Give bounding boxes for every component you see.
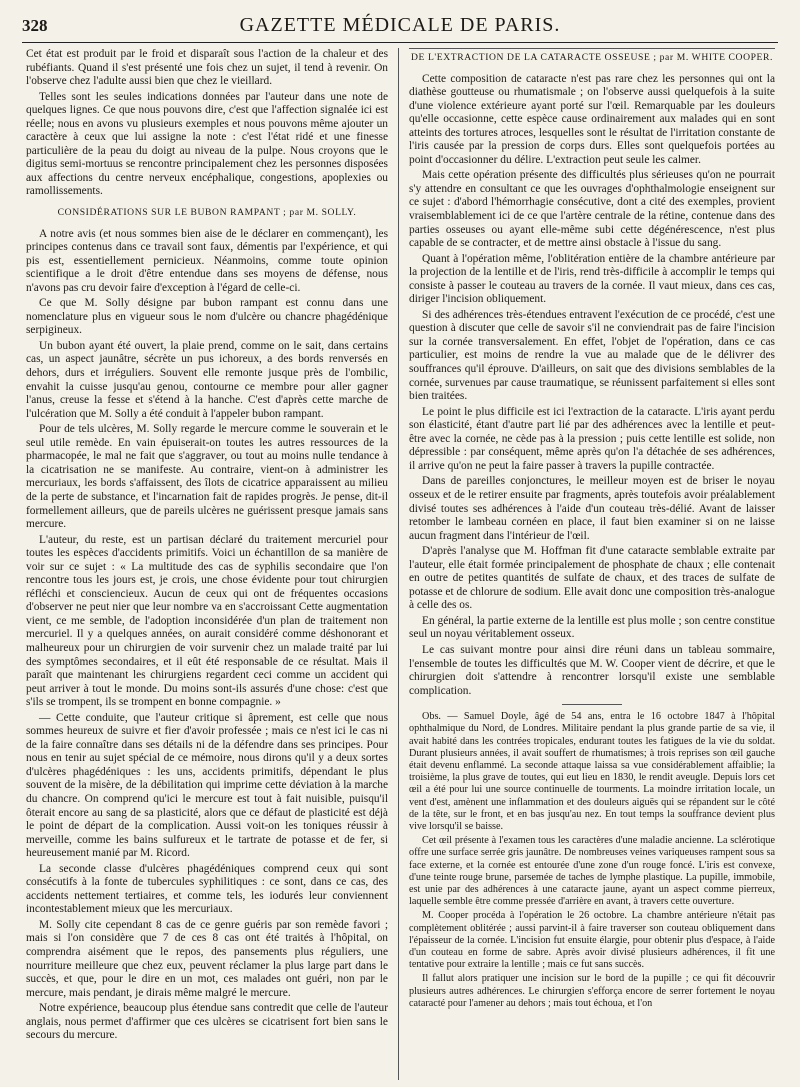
paragraph: Telles sont les seules indications données par l'auteur dans une note de quelques lignes. Ce que nous pouvons dire, c'est que l'affection signalée ici est réelle; nous en avons vu plusieurs exemples et nous pouvons même ajouter un caractère à ceux que lui assigne la note : c'est l'état ridé et une finesse particulière de la peau du doigt au niveau de la pulpe. Nous croyons que le digitus semi-mortuus se rencontre principalement chez les personnes disposées aux affections du centre nerveux encéphalique, congestions, apoplexies ou ramollissements. — [26, 90, 388, 198]
paragraph: L'auteur, du reste, est un partisan déclaré du traitement mercuriel pour toutes les espèces d'accidents primitifs. Voici un échantillon de sa manière de voir sur ce sujet : « La multitude des cas de syphilis secondaire que l'on rencontre tous les jours est, je crois, une chose évidente pour tout chirurgien réfléchi et consciencieux. Aucun de ceux qui ont de fréquentes occasions d'observer ne peut nier que leur nombre va en s'accroissant Cette augmentation vient, ce me semble, de l'adoption inconsidérée d'un plan de traitement non mercuriel. Il y a quelques années, on aurait considéré comme déshonorant et malheureux pour un chirurgien de voir survenir chez un malade traité par lui des symptômes secondaires, et il eût été responsable de ce résultat. Mais il paraît que maintenant les chirurgiens regardent ceci comme un accident qui peut arriver à tout le monde. Du moins sont-ils assurés d'une chose: c'est que s'ils se trompent, ils se trompent en bonne compagnie. » — [26, 533, 388, 709]
paragraph: M. Solly cite cependant 8 cas de ce genre guéris par son remède favori ; mais si l'on considère que 7 de ces 8 cas ont été traités à l'hôpital, on comprendra aisément que le repos, des pansements plus réguliers, une nourriture meilleure que chez eux, peuvent réclamer la plus large part dans le succès, et que, pour le dire en un mot, ces malades ont guéri, non par le mercure, mais pendant, je dirais même malgré le mercure. — [26, 918, 388, 999]
paragraph: En général, la partie externe de la lentille est plus molle ; son centre constitue seul un noyau véritablement osseux. — [409, 614, 775, 641]
paragraph: Le point le plus difficile est ici l'extraction de la cataracte. L'iris ayant perdu son élasticité, étant d'autre part lié par des adhérences avec la lentille et peut-être avec la cornée, ne cède pas à la pression ; puis cette lentille est solide, non dépressible : par conséquent, même après qu'on l'a détachée de ses adhérences, il arrive qu'on ne peut la faire passer à travers la pupille contractée. — [409, 405, 775, 472]
section-title: DE L'EXTRACTION DE LA CATARACTE OSSEUSE ; par M. WHITE COOPER. — [409, 48, 775, 65]
paragraph: D'après l'analyse que M. Hoffman fit d'une cataracte semblable extraite par l'auteur, elle était formée principalement de phosphate de chaux ; elle contenait en outre de petites quantités de sulfate de chaux, et des traces de sulfate de potasse et de chlorure de sodium. Elle avait donc une composition très-analogue à celle des os. — [409, 545, 775, 612]
paragraph: Ce que M. Solly désigne par bubon rampant est connu dans une nomenclature plus en vigueur sous le nom d'ulcère ou chancre phagédénique serpigineux. — [26, 297, 388, 337]
paragraph: Cet état est produit par le froid et disparaît sous l'action de la chaleur et des rubéfiants. Quand il s'est présenté une fois chez un sujet, il tend à revenir. On l'observe chez l'adulte aussi bien que chez le vieillard. — [26, 48, 388, 88]
observation-paragraph: Obs. — Samuel Doyle, âgé de 54 ans, entra le 16 octobre 1847 à l'hôpital ophthalmique du Nord, de Londres. Militaire pendant la plus grande partie de sa vie, il avait habité dans les contrées tropicales, endurant toutes les fatigues de la vie du soldat. Durant plusieurs années, il avait souffert de rhumatismes; à trois reprises son œil gauche était devenu enflammé. La seconde attaque laissa sa vue considérablement affaiblie; la troisième, la plus grave de toutes, qui eut lieu en 1830, le rendit aveugle. Depuis lors cet œil a été pour lui une source continuelle de tourments. La moindre irritation locale, un vent d'est, amènent une inflammation et des douleurs aiguës qui se répandent sur le côté de la tête, sur le front, et en bas jusqu'au nez. En tout temps la souffrance devient plus vive lorsqu'il se baisse. — [409, 711, 775, 832]
observation-paragraph: M. Cooper procéda à l'opération le 26 octobre. La chambre antérieure n'était pas complètement oblitérée ; aussi parvint-il à faire traverser son couteau obliquement dans l'épaisseur de la cornée. L'incision fut ensuite élargie, pour obtenir plus d'espace, à l'aide d'un couteau en forme de sabre. Après avoir divisé plusieurs adhérences, il fit une tentative pour extraire la lentille ; mais ce fut sans succès. — [409, 910, 775, 971]
paragraph: Notre expérience, beaucoup plus étendue sans contredit que celle de l'auteur anglais, nous permet d'affirmer que ces ulcères se cicatrisent fort bien sans le secours du mercure. — [26, 1002, 388, 1042]
paragraph: Dans de pareilles conjonctures, le meilleur moyen est de briser le noyau osseux et de le retirer ensuite par fragments, après toutefois avoir préalablement divisé toutes ses adhérences à l'aide d'un couteau très-délié. Avant de laisser retomber le lambeau cornéen en place, il faut bien examiner si on ne laisse aucun fragment dans l'intérieur de l'œil. — [409, 475, 775, 542]
section-title: CONSIDÉRATIONS SUR LE BUBON RAMPANT ; par M. SOLLY. — [57, 207, 357, 219]
observation-paragraph: Il fallut alors pratiquer une incision sur le bord de la pupille ; ce qui fit découvrir plusieurs autres adhérences. Le chirurgien s'efforça encore de serrer fortement le noyau cataracté pour l'amener au dehors ; mais tout échoua, et l'on — [409, 973, 775, 1009]
paragraph: Quant à l'opération même, l'oblitération entière de la chambre antérieure par la projection de la lentille et de l'iris, rend très-difficile à accomplir le temps qui consiste à passer le couteau au travers de la cornée. Il vaut mieux, dans ces cas, diriger l'incision obliquement. — [409, 252, 775, 306]
observation-paragraph: Cet œil présente à l'examen tous les caractères d'une maladie ancienne. La sclérotique offre une surface serrée gris jaunâtre. De nombreuses veines variqueuses rampent sous sa face externe, et la cornée est entourée d'une zone d'un rouge foncé. L'iris est convexe, d'une teinte rouge brune, parsemée de taches de lymphe plastique. La pupille, immobile, est unie par des adhérences à une cataracte jaune, ayant un aspect comme pierreux, laquelle semble être comme pressée d'arrière en avant, à travers cette ouverture. — [409, 835, 775, 908]
column-divider — [398, 48, 399, 1080]
paragraph: La seconde classe d'ulcères phagédéniques comprend ceux qui sont consécutifs à la fonte de tubercules syphilitiques : ce sont, dans ce cas, des accidents nettement tertiaires, et comme tels, les iodurés leur conviennent incontestablement mieux que les mercuriaux. — [26, 862, 388, 916]
paragraph: Pour de tels ulcères, M. Solly regarde le mercure comme le souverain et le seul utile remède. En vain épuiserait-on toutes les autres ressources de la pharmacopée, le mal ne fait que s'aggraver, ou tout au moins nulle tendance à la cicatrisation ne se manifeste. Au contraire, vient-on à administrer les mercuriaux, les bords s'affaissent, des îlots de cicatrice apparaissent au milieu de la perte de substance, et l'incarnation fait de rapides progrès. Je pense, dit-il formellement ailleurs, que de pareils ulcères ne guérissent presque jamais sans mercure. — [26, 423, 388, 531]
paragraph: Cette composition de cataracte n'est pas rare chez les personnes qui ont la diathèse goutteuse ou rhumatismale ; on l'observe aussi quelquefois à la suite d'une violence extérieure ayant porté sur l'œil. Remarquable par les douleurs qu'elle occasionne, cette espèce cause ordinairement aux malades qui en sont atteints des tortures atroces, lesquelles sont le résultat de l'irritation constante de l'iris causée par la pression de corps durs. Elles sont quelquefois portées au point d'occasionner du délire. L'extraction peut seule les calmer. — [409, 72, 775, 166]
paragraph: Un bubon ayant été ouvert, la plaie prend, comme on le sait, dans certains cas, un aspect jaunâtre, sécrète un pus ichoreux, a des bords renversés en dehors, durs et irréguliers. Souvent elle remonte jusque près de l'ombilic, envahit la cuisse jusqu'au genou, contourne ce membre pour aller gagner l'anus, creuse la fesse et s'étend à la hanche. C'est d'après cette marche de l'ulcération que M. Solly a été conduit à l'appeler bubon rampant. — [26, 339, 388, 420]
right-column — [409, 48, 775, 1082]
running-title: GAZETTE MÉDICALE DE PARIS. — [239, 14, 561, 36]
separator-rule — [562, 704, 622, 705]
left-column — [26, 48, 388, 1082]
paragraph: Si des adhérences très-étendues entravent l'exécution de ce procédé, c'est une question à discuter que celle de savoir s'il ne conviendrait pas de faire l'incision sur la cornée transversalement. En effet, l'objet de l'opération, dans ce cas particulier, est moins de rendre la vue au malade que de le délivrer des souffrances qu'il éprouve. D'ailleurs, on sait que des divisions semblables de la cornée, survenues par cause traumatique, se réunissent parfaitement si elles sont bien traitées. — [409, 308, 775, 403]
paragraph: Le cas suivant montre pour ainsi dire réuni dans un tableau sommaire, l'ensemble de toutes les difficultés que M. W. Cooper vient de décrire, et que le chirurgien doit s'attendre à rencontrer lorsqu'il existe une semblable complication. — [409, 643, 775, 697]
page-header — [22, 14, 778, 38]
header-rule — [22, 42, 778, 43]
paragraph: — Cette conduite, que l'auteur critique si âprement, est celle que nous sommes heureux de suivre et fier d'avoir professée ; mais ce n'est ici le cas ni de la faire connaître dans ses détails ni de la défendre dans ses principes. Pour nous en tenir au sujet spécial de ce mémoire, nous dirons qu'il y a deux sortes d'ulcères phagédéniques : les uns, accidents primitifs, dépendant le plus souvent de la misère, de la débilitation qui imprime cette déviation à la marche du chancre. On comprend qu'ici le mercure est tout à fait nuisible, puisqu'il ôterait encore au sang de sa plasticité, alors que ce défaut de plasticité est déjà le point de départ de la complication. Aussi voit-on les toniques réussir à merveille, comme les bains sulfureux et le tartrate de potasse et de fer, si heureusement manié par M. Ricord. — [26, 711, 388, 860]
paragraph: A notre avis (et nous sommes bien aise de le déclarer en commençant), les principes contenus dans ce travail sont faux, démentis par l'expérience, et qui pis est, essentiellement pernicieux. Néanmoins, comme toute opinion scientifique a le droit d'être entendue dans ses moyens de défense, nous n'avons pas cru devoir faire d'exception à l'égard de celle-ci. — [26, 227, 388, 294]
paragraph: Mais cette opération présente des difficultés plus sérieuses qu'on ne pourrait s'y attendre en consultant ce que les ouvrages d'ophthalmologie enseignent sur ce sujet : d'abord l'hémorrhagie consécutive, dont a cité des exemples, provient vraisemblablement ici de ce que l'artère centrale de la rétine, contenue dans des parties osseuses ou ayant elle-même subi cette dégénérescence, n'est plus capable de se contracter, et de mettre ainsi obstacle à l'issue du sang. — [409, 169, 775, 250]
page-number: 328 — [22, 16, 48, 35]
